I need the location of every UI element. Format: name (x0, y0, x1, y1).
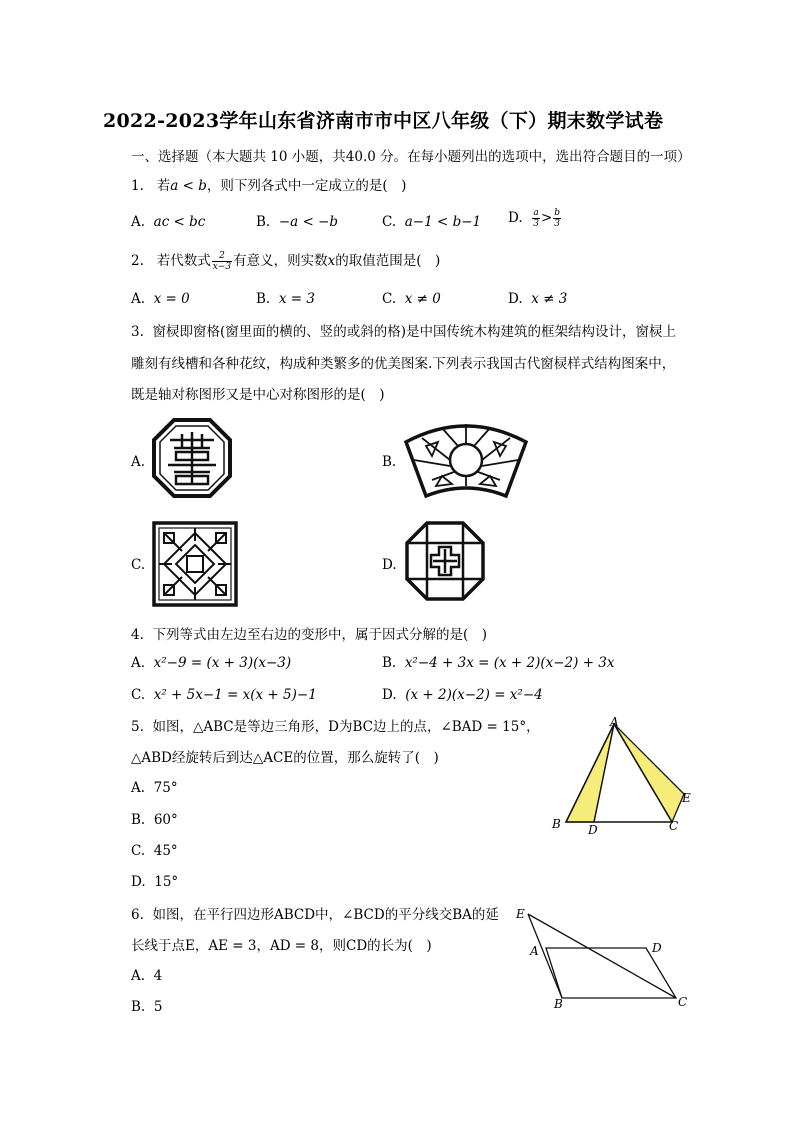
option-text: x²−9 = (x + 3)(x−3) (153, 655, 292, 671)
question-text: 如图，在平行四边形ABCD中，∠BCD的平分线交BA的延 (152, 907, 499, 923)
point-label-c: C (678, 995, 688, 1009)
point-label-e: E (516, 907, 525, 921)
option-a[interactable] (131, 655, 291, 671)
question-6 (131, 905, 499, 925)
option-letter: A. (131, 968, 146, 984)
point-label-d: D (652, 941, 662, 955)
option-letter: C. (382, 291, 397, 307)
question-text: 下列等式由左边至右边的变形中，属于因式分解的是( ) (152, 627, 488, 643)
point-label-d: D (588, 823, 598, 837)
window-pattern-c-image (152, 521, 238, 607)
option-text: 45° (153, 843, 178, 859)
option-c[interactable] (382, 291, 441, 307)
option-b[interactable] (256, 291, 315, 307)
option-d[interactable] (508, 291, 567, 307)
question-text: ，则下列各式中一定成立的是( ) (206, 178, 407, 194)
window-pattern-a-image (152, 418, 232, 498)
option-text: a−1 < b−1 (404, 214, 482, 230)
q5-triangle-figure (548, 714, 708, 839)
point-label-e: E (682, 791, 691, 805)
fraction: $\frac{b}{3}$ (554, 208, 561, 229)
option-c[interactable] (131, 843, 178, 859)
question-number: 6. (131, 907, 144, 923)
option-d[interactable]: D. (382, 557, 397, 573)
option-text: 60° (153, 812, 178, 828)
question-text: 有意义，则实数 (233, 253, 328, 269)
option-a[interactable] (131, 291, 190, 307)
option-text: x² + 5x−1 = x(x + 5)−1 (153, 687, 317, 703)
q6-parallelogram-figure (512, 904, 702, 1012)
point-label-a: A (610, 715, 619, 729)
option-letter: C. (131, 687, 146, 703)
option-letter: B. (131, 812, 146, 828)
option-text: (x + 2)(x−2) = x²−4 (405, 687, 543, 703)
question-1 (131, 176, 406, 196)
option-b[interactable] (256, 214, 338, 230)
option-letter: A. (131, 291, 146, 307)
question-2 (131, 251, 440, 272)
option-letter: D. (508, 210, 523, 226)
option-text: 15° (154, 874, 179, 890)
option-text: 4 (153, 968, 163, 984)
option-text: ac < bc (153, 214, 206, 230)
option-text: x ≠ 3 (531, 291, 568, 307)
option-text: 75° (153, 780, 178, 796)
option-d[interactable] (382, 687, 543, 703)
option-letter: B. (131, 999, 146, 1015)
question-text: 如图，△ABC是等边三角形，D为BC边上的点，∠BAD = 15°， (152, 719, 540, 735)
option-letter: B. (256, 214, 271, 230)
question-number: 5. (131, 719, 144, 735)
point-label-b: B (554, 997, 563, 1011)
question-text: 的取值范围是( ) (335, 253, 441, 269)
option-letter: D. (382, 687, 397, 703)
question-5 (131, 717, 540, 737)
window-pattern-b-image (402, 420, 530, 500)
question-text: 既是轴对称图形又是中心对称图形的是( ) (131, 387, 385, 403)
option-text: > (540, 210, 553, 226)
option-b[interactable] (382, 655, 615, 671)
point-label-a: A (530, 944, 539, 958)
question-number: 2. (131, 253, 144, 269)
question-text: 若 (156, 178, 171, 194)
option-letter: B. (256, 291, 271, 307)
question-number: 1. (131, 178, 144, 194)
option-a[interactable]: A. (131, 454, 146, 470)
option-letter: C. (382, 214, 397, 230)
option-a[interactable] (131, 968, 162, 984)
option-text: x = 0 (153, 291, 190, 307)
question-text: 若代数式 (156, 253, 211, 269)
option-b[interactable]: B. (382, 454, 397, 470)
page-title: 2022-2023学年山东省济南市市中区八年级（下）期末数学试卷 (103, 110, 664, 132)
fraction: $\frac{2}{x-3}$ (212, 251, 232, 272)
point-label-c: C (669, 819, 679, 833)
option-letter: D. (508, 291, 523, 307)
option-a[interactable] (131, 214, 205, 230)
option-text: x = 3 (278, 291, 315, 307)
option-b[interactable] (131, 999, 162, 1015)
option-c[interactable] (131, 687, 317, 703)
option-letter: D. (131, 874, 146, 890)
math-var: x (327, 253, 336, 269)
question-text: △ABD经旋转后到达△ACE的位置，那么旋转了( ) (131, 750, 439, 766)
option-letter: B. (382, 655, 397, 671)
option-b[interactable] (131, 812, 178, 828)
window-pattern-d-image (405, 521, 485, 601)
point-label-b: B (552, 817, 561, 831)
option-text: x²−4 + 3x = (x + 2)(x−2) + 3x (404, 655, 615, 671)
question-text: 雕刻有线槽和各种花纹，构成种类繁多的优美图案.下列表示我国古代窗棂样式结构图案中， (131, 356, 676, 372)
option-letter: A. (131, 655, 146, 671)
option-text: −a < −b (278, 214, 339, 230)
question-3 (131, 322, 676, 342)
option-c[interactable] (382, 214, 481, 230)
option-letter: A. (131, 214, 146, 230)
option-a[interactable] (131, 780, 178, 796)
option-d[interactable] (508, 208, 562, 229)
section-header: 一、选择题（本大题共 10 小题，共40.0 分。在每小题列出的选项中，选出符合题目的一项） (131, 149, 691, 165)
question-text: 长线于点E，AE = 3，AD = 8，则CD的长为( ) (131, 938, 432, 954)
option-letter: A. (131, 780, 146, 796)
question-number: 3. (131, 324, 144, 340)
option-d[interactable] (131, 874, 178, 890)
question-text: 窗棂即窗格(窗里面的横的、竖的或斜的格)是中国传统木构建筑的框架结构设计，窗棂上 (152, 324, 677, 340)
option-text: 5 (153, 999, 163, 1015)
option-text: x ≠ 0 (404, 291, 441, 307)
fraction: $\frac{a}{3}$ (533, 208, 539, 229)
math-expr: a < b (170, 178, 207, 194)
option-letter: C. (131, 843, 146, 859)
question-number: 4. (131, 627, 144, 643)
question-4 (131, 625, 487, 645)
option-c[interactable]: C. (131, 557, 146, 573)
